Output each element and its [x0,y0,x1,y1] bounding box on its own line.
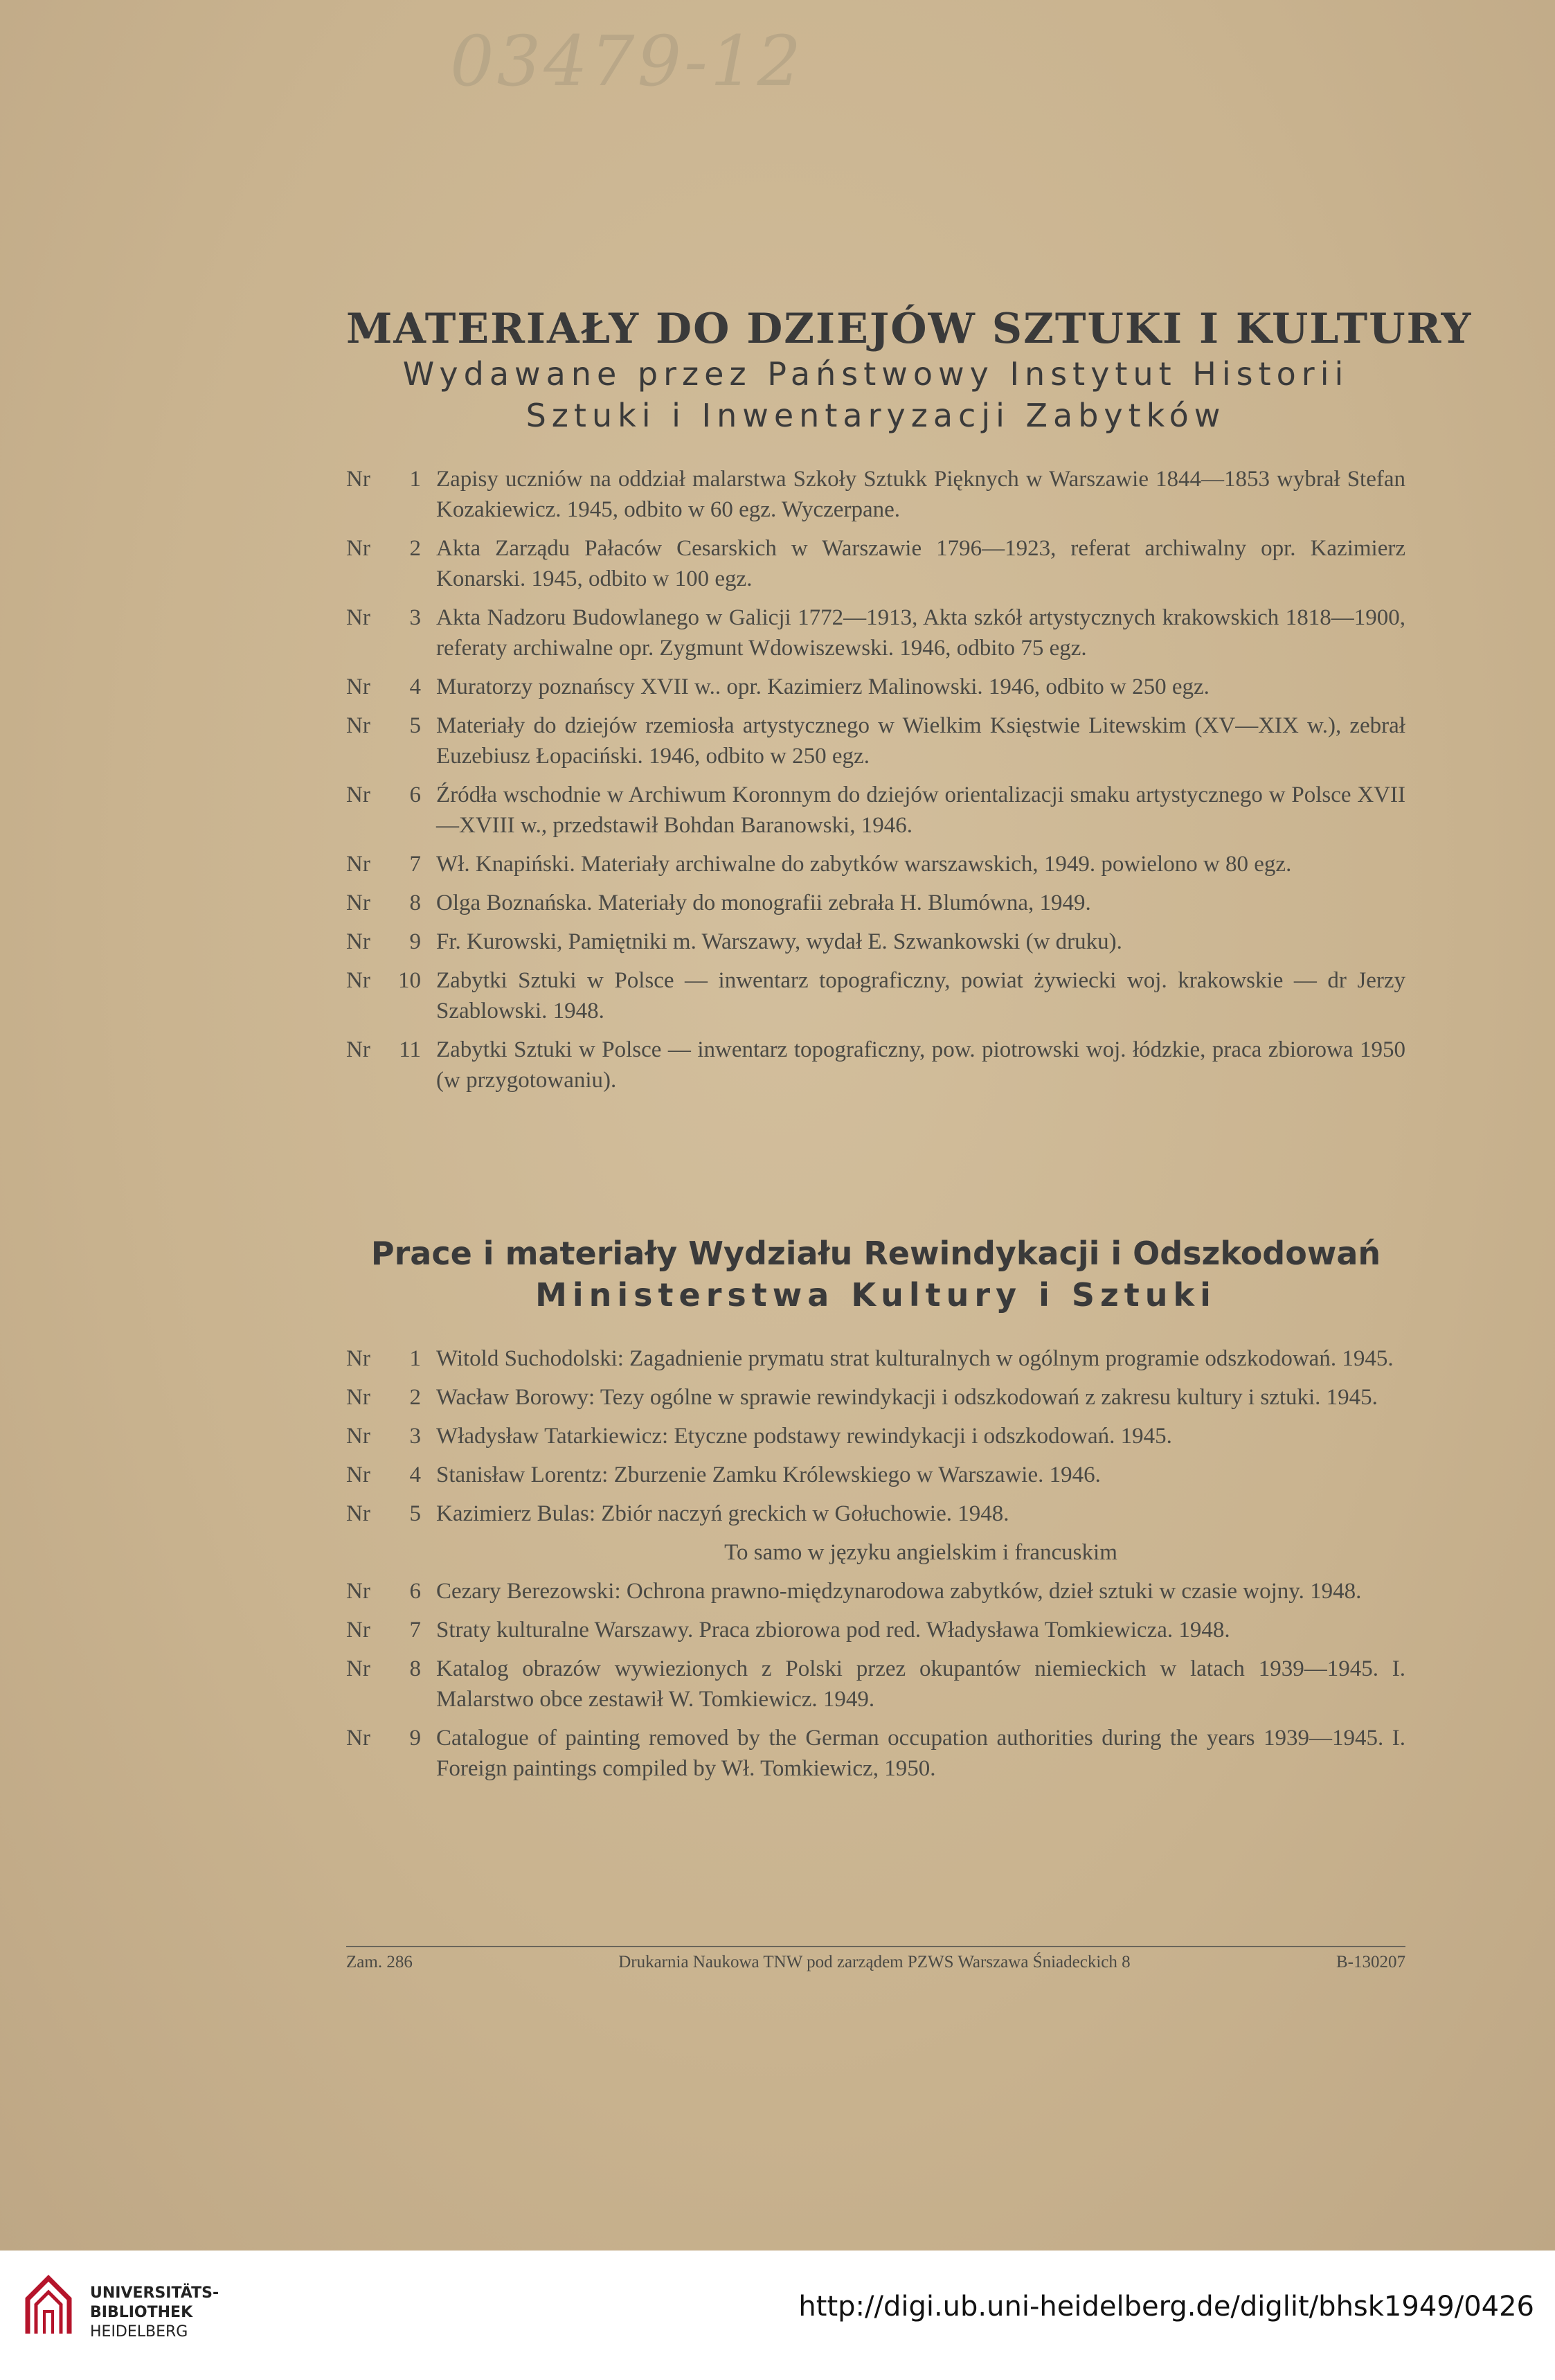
library-name [90,2284,219,2342]
entry-row [346,927,1405,957]
entry-text: Akta Zarządu Pałaców Cesarskich w Warszawie 1796—1923, referat archiwalny opr. Kazimierz Konarski. 1945, odbito w 100 egz. [436,536,1405,591]
entry-row [346,1576,1405,1607]
entry-text: Cezary Berezowski: Ochrona prawno-międzynarodowa zabytków, dzieł sztuki w czasie wojny. 1948. [436,1579,1362,1604]
library-bar [0,2251,1555,2380]
entry-row [346,888,1405,918]
entry-nr-value: 6 [409,1579,421,1604]
entry-text: Zabytki Sztuki w Polsce — inwentarz topograficzny, powiat żywiecki woj. krakowskie — dr Jerzy Szablowski. 1948. [436,968,1405,1023]
entry-row [346,533,1405,594]
entry-text: Fr. Kurowski, Pamiętniki m. Warszawy, wydał E. Szwankowski (w druku). [436,929,1122,954]
entry-nr-value: 7 [409,1618,421,1643]
entry-nr-label: Nr [346,1346,370,1371]
entry-row [346,710,1405,771]
entry-nr-label: Nr [346,1501,370,1526]
entry-number [346,533,436,594]
entry-row [346,1654,1405,1715]
section-materialy [346,305,1473,1104]
entry-nr-value: 2 [409,536,421,561]
entry-row [346,672,1405,702]
entry-text: Witold Suchodolski: Zagadnienie prymatu strat kulturalnych w ogólnym programie odszkodowań. 1945. [436,1346,1394,1371]
entry-nr-value: 4 [409,1462,421,1487]
entry-row [346,1035,1405,1095]
section-prace [346,1233,1405,1792]
footer-printer: Drukarnia Naukowa TNW pod zarządem PZWS Warszawa Śniadeckich 8 [618,1953,1131,1971]
entry-nr-value: 5 [409,1501,421,1526]
entry-number [346,780,436,841]
entry-nr-value: 3 [409,1424,421,1449]
section2-title-line1: Prace i materiały Wydziału Rewindykacji i Odszkodowań [370,1235,1381,1272]
entry-text: Catalogue of painting removed by the German occupation authorities during the years 1939—1945. I. Foreign paintings compiled by Wł. Tomkiewicz, 1950. [436,1726,1405,1781]
entry-nr-label: Nr [346,1726,370,1751]
entry-nr-value: 1 [409,1346,421,1371]
entry-text: Zabytki Sztuki w Polsce — inwentarz topograficzny, pow. piotrowski woj. łódzkie, praca zbiorowa 1950 (w przygotowaniu). [436,1037,1405,1093]
entry-nr-label: Nr [346,1462,370,1487]
entry-nr-value: 1 [409,467,421,492]
handwritten-shelfmark: 03479-12 [450,21,805,102]
entry-row [346,464,1405,525]
entry-nr-value: 3 [409,605,421,630]
entry-nr-label: Nr [346,891,370,915]
entry-nr-value: 8 [409,1656,421,1681]
entry-nr-label: Nr [346,1037,370,1062]
entry-number [346,672,436,702]
entry-nr-value: 10 [398,968,421,993]
entry-row [346,1421,1405,1451]
entry-nr-value: 11 [399,1037,421,1062]
entry-nr-label: Nr [346,713,370,738]
entry-text: Muratorzy poznańscy XVII w.. opr. Kazimierz Malinowski. 1946, odbito w 250 egz. [436,674,1210,699]
entry-nr-label: Nr [346,852,370,877]
entry-nr-label: Nr [346,782,370,807]
entry-number [346,1421,436,1451]
entry-number [346,710,436,771]
entry-nr-value: 2 [409,1385,421,1410]
entry-number [346,849,436,879]
entry-text: Katalog obrazów wywiezionych z Polski przez okupantów niemieckich w latach 1939—1945. I. Malarstwo obce zestawił W. Tomkiewicz. 1949. [436,1656,1405,1712]
entry-number [346,1723,436,1784]
entry-row [346,1615,1405,1645]
entry-nr-label: Nr [346,467,370,492]
library-logo-icon [21,2271,76,2341]
entry-nr-label: Nr [346,1656,370,1681]
entry-nr-label: Nr [346,536,370,561]
entry-row [346,965,1405,1026]
imprint-footer [346,1946,1405,1972]
entry-nr-value: 7 [409,852,421,877]
entry-number [346,1035,436,1095]
entry-text: Stanisław Lorentz: Zburzenie Zamku Królewskiego w Warszawie. 1946. [436,1462,1101,1487]
entry-text: Źródła wschodnie w Archiwum Koronnym do dziejów orientalizacji smaku artystycznego w Polsce XVII—XVIII w., przedstawił Bohdan Baranowski, 1946. [436,782,1405,838]
section2-entry-list-b [346,1576,1405,1784]
section1-title: MATERIAŁY DO DZIEJÓW SZTUKI I KULTURY [346,305,1473,353]
entry-number [346,1576,436,1607]
entry-nr-label: Nr [346,929,370,954]
footer-code: B-130207 [1336,1953,1405,1971]
entry-nr-label: Nr [346,605,370,630]
entry-text: Kazimierz Bulas: Zbiór naczyń greckich w Gołuchowie. 1948. [436,1501,1009,1526]
section1-subtitle-line2: Sztuki i Inwentaryzacji Zabytków [525,397,1226,434]
entry-number [346,602,436,663]
entry-nr-value: 9 [409,1726,421,1751]
entry-text: Straty kulturalne Warszawy. Praca zbiorowa pod red. Władysława Tomkiewicza. 1948. [436,1618,1230,1643]
entry-row [346,849,1405,879]
entry-text: Materiały do dziejów rzemiosła artystycznego w Wielkim Księstwie Litewskim (XV—XIX w.), zebrał Euzebiusz Łopaciński. 1946, odbito w 250 egz. [436,713,1405,769]
entry-number [346,464,436,525]
entry-number [346,1460,436,1490]
entry-nr-value: 9 [409,929,421,954]
document-url[interactable]: http://digi.ub.uni-heidelberg.de/diglit/bhsk1949/0426 [798,2291,1534,2323]
entry-text: Olga Boznańska. Materiały do monografii zebrała H. Blumówna, 1949. [436,891,1091,915]
entry-text: Władysław Tatarkiewicz: Etyczne podstawy rewindykacji i odszkodowań. 1945. [436,1424,1172,1449]
library-name-line2: BIBLIOTHEK [90,2304,193,2321]
entry-number [346,1498,436,1529]
entry-text: Zapisy uczniów na oddział malarstwa Szkoły Sztukk Pięknych w Warszawie 1844—1853 wybrał Stefan Kozakiewicz. 1945, odbito w 60 egz. Wyczerpane. [436,467,1405,522]
entry-text: Wł. Knapiński. Materiały archiwalne do zabytków warszawskich, 1949. powielono w 80 egz. [436,852,1292,877]
entry-row [346,1723,1405,1784]
entry-row [346,1343,1405,1374]
entry-number [346,965,436,1026]
section2-title-line2: Ministerstwa Kultury i Sztuki [535,1276,1216,1314]
footer-order-number: Zam. 286 [346,1953,413,1971]
entry-nr-label: Nr [346,1579,370,1604]
entry-number [346,1382,436,1413]
entry-nr-label: Nr [346,674,370,699]
entry-text: Wacław Borowy: Tezy ogólne w sprawie rewindykacji i odszkodowań z zakresu kultury i sztuki. 1945. [436,1385,1378,1410]
entry-number [346,1615,436,1645]
entry-text: Akta Nadzoru Budowlanego w Galicji 1772—1913, Akta szkół artystycznych krakowskich 1818—1900, referaty archiwalne opr. Zygmunt Wdowiszewski. 1946, odbito 75 egz. [436,605,1405,661]
section2-entry-list-a [346,1343,1405,1529]
entry-nr-label: Nr [346,1618,370,1643]
entry-nr-value: 4 [409,674,421,699]
entry-nr-value: 5 [409,713,421,738]
section1-entry-list [346,464,1405,1095]
entry-nr-value: 8 [409,891,421,915]
section2-note: To samo w języku angielskim i francuskim [724,1540,1117,1565]
entry-row [346,1382,1405,1413]
entry-nr-label: Nr [346,968,370,993]
entry-nr-value: 6 [409,782,421,807]
entry-row [346,1460,1405,1490]
entry-number [346,927,436,957]
entry-row [346,602,1405,663]
entry-number [346,888,436,918]
entry-number [346,1343,436,1374]
library-name-line3: HEIDELBERG [90,2323,188,2341]
library-name-line1: UNIVERSITÄTS- [90,2284,219,2302]
entry-row [346,1498,1405,1529]
entry-nr-label: Nr [346,1385,370,1410]
entry-number [346,1654,436,1715]
entry-row [346,780,1405,841]
entry-nr-label: Nr [346,1424,370,1449]
section1-subtitle-line1: Wydawane przez Państwowy Instytut Historii [402,355,1349,393]
